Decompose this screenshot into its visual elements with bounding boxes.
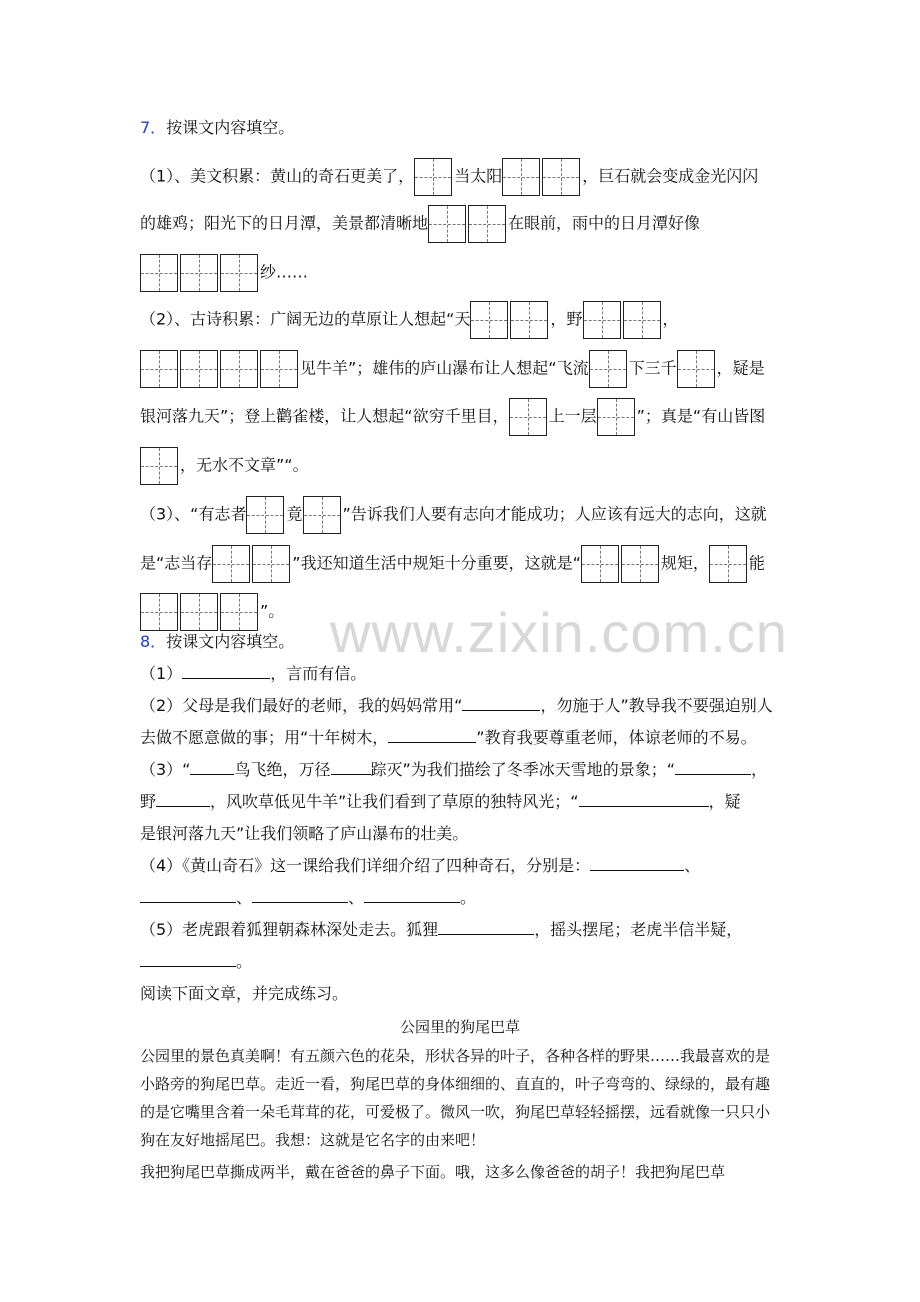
q8-line1 xyxy=(140,664,366,684)
char-box[interactable] xyxy=(581,545,619,583)
text: ，疑是 xyxy=(716,358,765,378)
text: 是银河落九天”让我们领略了庐山瀑布的壮美。 xyxy=(140,824,469,843)
text: （3）“ xyxy=(140,760,191,779)
text: ，言而有信。 xyxy=(270,664,367,683)
q7-p1-line2 xyxy=(140,205,700,243)
text: ，野 xyxy=(550,309,583,329)
char-box[interactable] xyxy=(510,301,548,339)
char-box[interactable] xyxy=(542,158,580,196)
text: 上一层 xyxy=(548,406,597,426)
q8-line7 xyxy=(140,856,700,876)
answer-blank[interactable] xyxy=(252,888,348,903)
text: 的雄鸡；阳光下的日月潭，美景都清晰地 xyxy=(140,213,429,233)
answer-blank[interactable] xyxy=(388,728,476,743)
char-box[interactable] xyxy=(220,350,258,388)
q7-header xyxy=(140,118,294,138)
text: ， xyxy=(751,760,768,779)
text: 踪灭”为我们描绘了冬季冰天雪地的景象；“ xyxy=(370,760,676,779)
q8-line3 xyxy=(140,728,757,748)
char-box[interactable] xyxy=(621,545,659,583)
reading-paragraph-1: 公园里的景色真美啊！有五颜六色的花朵，形状各异的叶子，各种各样的野果……我最喜欢的是小路旁的狗尾巴草。走近一看，狗尾巴草的身体细细的、直直的，叶子弯弯的、绿绿的，最有趣的是它嘴里含着一朵毛茸茸的花，可爱极了。微风一吹，狗尾巴草轻轻摇摆，远看就像一只只小狗在友好地摇尾巴。我想：这就是它名字的由来吧！ xyxy=(140,1047,771,1149)
answer-blank[interactable] xyxy=(579,792,709,807)
answer-blank[interactable] xyxy=(364,888,460,903)
q7-p3-line3 xyxy=(140,593,284,631)
char-box[interactable] xyxy=(252,545,290,583)
q8-line2 xyxy=(140,696,773,716)
text: 、 xyxy=(348,888,365,907)
q8-line4 xyxy=(140,760,767,780)
text: 。 xyxy=(236,952,253,971)
q7-p3-line1 xyxy=(140,496,767,534)
text: ，摇头摆尾；老虎半信半疑， xyxy=(534,920,743,939)
char-box[interactable] xyxy=(180,593,218,631)
char-box[interactable] xyxy=(589,350,627,388)
char-box[interactable] xyxy=(623,301,661,339)
char-box[interactable] xyxy=(246,496,284,534)
q7-p3-line2 xyxy=(140,545,765,583)
text: 是“志当存 xyxy=(140,553,213,573)
char-box[interactable] xyxy=(180,350,218,388)
q8-number: 8． xyxy=(140,632,167,651)
reading-intro: 阅读下面文章，并完成练习。 xyxy=(140,984,349,1003)
text: 野 xyxy=(140,792,157,811)
text: ”我还知道生活中规矩十分重要，这就是“ xyxy=(292,553,581,573)
reading-paragraph-2: 我把狗尾巴草撕成两半，戴在爸爸的鼻子下面。哦，这多么像爸爸的胡子！我把狗尾巴草 xyxy=(140,1163,726,1181)
q8-line6 xyxy=(140,824,468,844)
q8-line10 xyxy=(140,952,252,972)
q7-p1-line3 xyxy=(140,254,308,292)
text: （1） xyxy=(140,664,183,683)
text: 去做不愿意做的事；用“十年树木， xyxy=(140,728,389,747)
char-box[interactable] xyxy=(140,350,178,388)
answer-blank[interactable] xyxy=(182,664,270,679)
text: 规矩， xyxy=(660,553,709,573)
text: （2）、古诗积累：广阔无边的草原让人想起“天 xyxy=(140,309,471,329)
text: （4）《黄山奇石》这一课给我们详细介绍了四种奇石，分别是： xyxy=(140,856,591,875)
q8-header xyxy=(140,632,294,652)
text: 、 xyxy=(684,856,701,875)
char-box[interactable] xyxy=(212,545,250,583)
text: ，勿施于人”教导我不要强迫别人 xyxy=(540,696,773,715)
q7-p2-line1 xyxy=(140,301,679,339)
watermark: www.zixin.com.cn xyxy=(330,601,788,664)
char-box[interactable] xyxy=(709,545,747,583)
char-box[interactable] xyxy=(597,398,635,436)
char-box[interactable] xyxy=(140,447,178,485)
char-box[interactable] xyxy=(140,593,178,631)
text: ，风吹草低见牛羊”让我们看到了草原的独特风光；“ xyxy=(210,792,579,811)
text: 在眼前，雨中的日月潭好像 xyxy=(508,213,701,233)
answer-blank[interactable] xyxy=(590,856,684,871)
char-box[interactable] xyxy=(140,254,178,292)
char-box[interactable] xyxy=(303,496,341,534)
text: （5）老虎跟着狐狸朝森林深处走去。狐狸 xyxy=(140,920,439,939)
text: 。 xyxy=(460,888,477,907)
char-box[interactable] xyxy=(414,158,452,196)
text: （2）父母是我们最好的老师，我的妈妈常用“ xyxy=(140,696,463,715)
q7-p2-line4 xyxy=(140,447,309,485)
text: （1）、美文积累：黄山的奇石更美了， xyxy=(140,166,415,186)
char-box[interactable] xyxy=(428,205,466,243)
answer-blank[interactable] xyxy=(140,888,236,903)
text: 见牛羊”；雄伟的庐山瀑布让人想起“飞流 xyxy=(300,358,589,378)
text: 当太阳 xyxy=(454,166,503,186)
text: 、 xyxy=(236,888,253,907)
q8-line5 xyxy=(140,792,741,812)
q7-number: 7． xyxy=(140,118,167,137)
text: ”告诉我们人要有志向才能成功；人应该有远大的志向，这就 xyxy=(342,504,767,524)
char-box[interactable] xyxy=(583,301,621,339)
char-box[interactable] xyxy=(677,350,715,388)
text: 银河落九天”；登上鹳雀楼，让人想起“欲穷千里目， xyxy=(140,406,509,426)
text: 能 xyxy=(748,553,765,573)
answer-blank[interactable] xyxy=(438,920,534,935)
text: ”教育我要尊重老师，体谅老师的不易。 xyxy=(476,728,757,747)
answer-blank[interactable] xyxy=(140,952,236,967)
answer-blank[interactable] xyxy=(190,760,234,775)
q7-stem: 按课文内容填空。 xyxy=(166,118,295,137)
q7-p2-line3 xyxy=(140,398,765,436)
text: ， xyxy=(662,309,679,329)
text: ，无水不文章”“。 xyxy=(180,455,309,475)
text: ，巨石就会变成金光闪闪 xyxy=(582,166,759,186)
text: ，疑 xyxy=(708,792,741,811)
text: 鸟飞绝，万径 xyxy=(234,760,331,779)
q8-line8 xyxy=(140,888,476,908)
reading-title: 公园里的狗尾巴草 xyxy=(399,1018,520,1036)
text: 竟 xyxy=(286,504,303,524)
char-box[interactable] xyxy=(180,254,218,292)
answer-blank[interactable] xyxy=(156,792,210,807)
q7-p1-line1 xyxy=(140,158,758,196)
char-box[interactable] xyxy=(509,398,547,436)
text: 下三千 xyxy=(628,358,677,378)
answer-blank[interactable] xyxy=(675,760,751,775)
answer-blank[interactable] xyxy=(462,696,540,711)
char-box[interactable] xyxy=(260,350,298,388)
text: 纱…… xyxy=(260,262,309,282)
char-box[interactable] xyxy=(468,205,506,243)
text: ”。 xyxy=(260,601,285,621)
q7-p2-line2 xyxy=(140,350,765,388)
text: ”；真是“有山皆图 xyxy=(636,406,766,426)
q8-stem: 按课文内容填空。 xyxy=(166,632,295,651)
char-box[interactable] xyxy=(470,301,508,339)
answer-blank[interactable] xyxy=(331,760,371,775)
q8-line9 xyxy=(140,920,742,940)
text: （3）、“有志者 xyxy=(140,504,247,524)
char-box[interactable] xyxy=(502,158,540,196)
char-box[interactable] xyxy=(220,254,258,292)
char-box[interactable] xyxy=(220,593,258,631)
